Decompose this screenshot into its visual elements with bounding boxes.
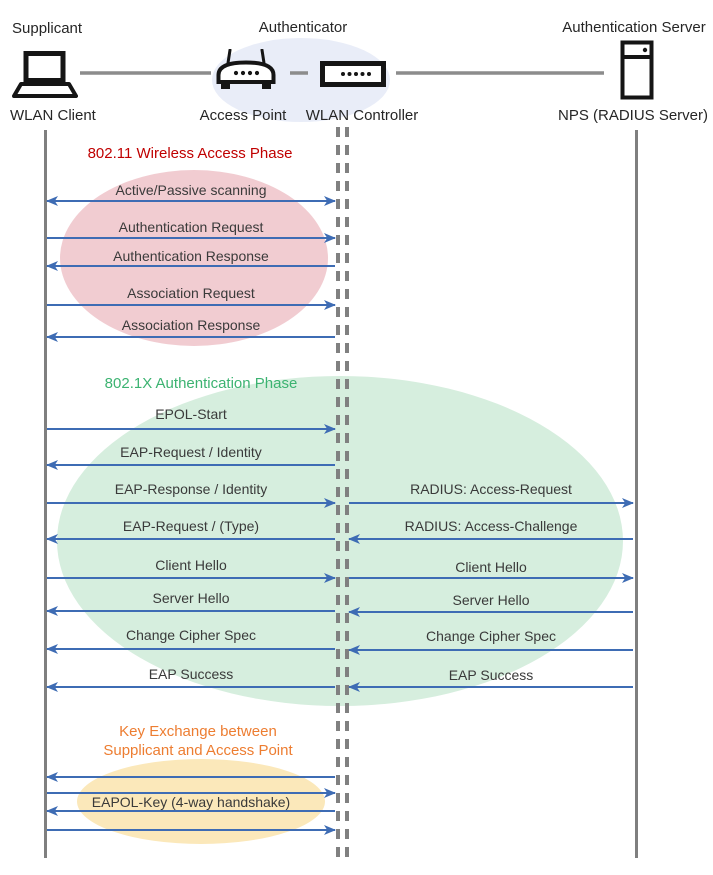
message-label: Authentication Request	[118, 219, 264, 235]
role-label-authenticator: Authenticator	[258, 19, 348, 36]
message-label: RADIUS: Access-Challenge	[404, 518, 578, 534]
device-label-nps-radius-server: NPS (RADIUS Server)	[557, 107, 709, 124]
phase3-title	[103, 722, 292, 760]
phase2-title: 802.1X Authentication Phase	[104, 375, 298, 392]
message-label: Active/Passive scanning	[115, 182, 267, 198]
message-label: Client Hello	[455, 559, 527, 575]
device-label-wlan-controller: WLAN Controller	[305, 107, 419, 124]
message-label: Change Cipher Spec	[426, 628, 556, 644]
device-label-wlan-client: WLAN Client	[10, 107, 96, 124]
message-label: EAPOL-Key (4-way handshake)	[91, 794, 291, 810]
message-label: EPOL-Start	[155, 406, 227, 422]
message-label: Change Cipher Spec	[126, 627, 256, 643]
message-label: EAP-Request / (Type)	[122, 518, 260, 534]
message-label: EAP Success	[148, 666, 234, 682]
device-label-access-point: Access Point	[199, 107, 287, 124]
message-label: Server Hello	[452, 592, 530, 608]
message-label: RADIUS: Access-Request	[410, 481, 572, 497]
message-label: EAP-Request / Identity	[120, 444, 262, 460]
message-label: EAP-Response / Identity	[114, 481, 268, 497]
message-label: Authentication Response	[113, 248, 269, 264]
phase3-title-line2: Supplicant and Access Point	[103, 742, 293, 759]
role-label-authentication-server: Authentication Server	[562, 19, 706, 36]
message-label: Association Response	[121, 317, 261, 333]
message-label: EAP Success	[448, 667, 534, 683]
message-label: Association Request	[127, 285, 255, 301]
message-label: Client Hello	[155, 557, 227, 573]
phase3-title-line1: Key Exchange between	[119, 723, 277, 740]
message-label: Server Hello	[152, 590, 230, 606]
role-label-supplicant: Supplicant	[12, 20, 83, 37]
phase1-title: 802.11 Wireless Access Phase	[87, 145, 293, 162]
